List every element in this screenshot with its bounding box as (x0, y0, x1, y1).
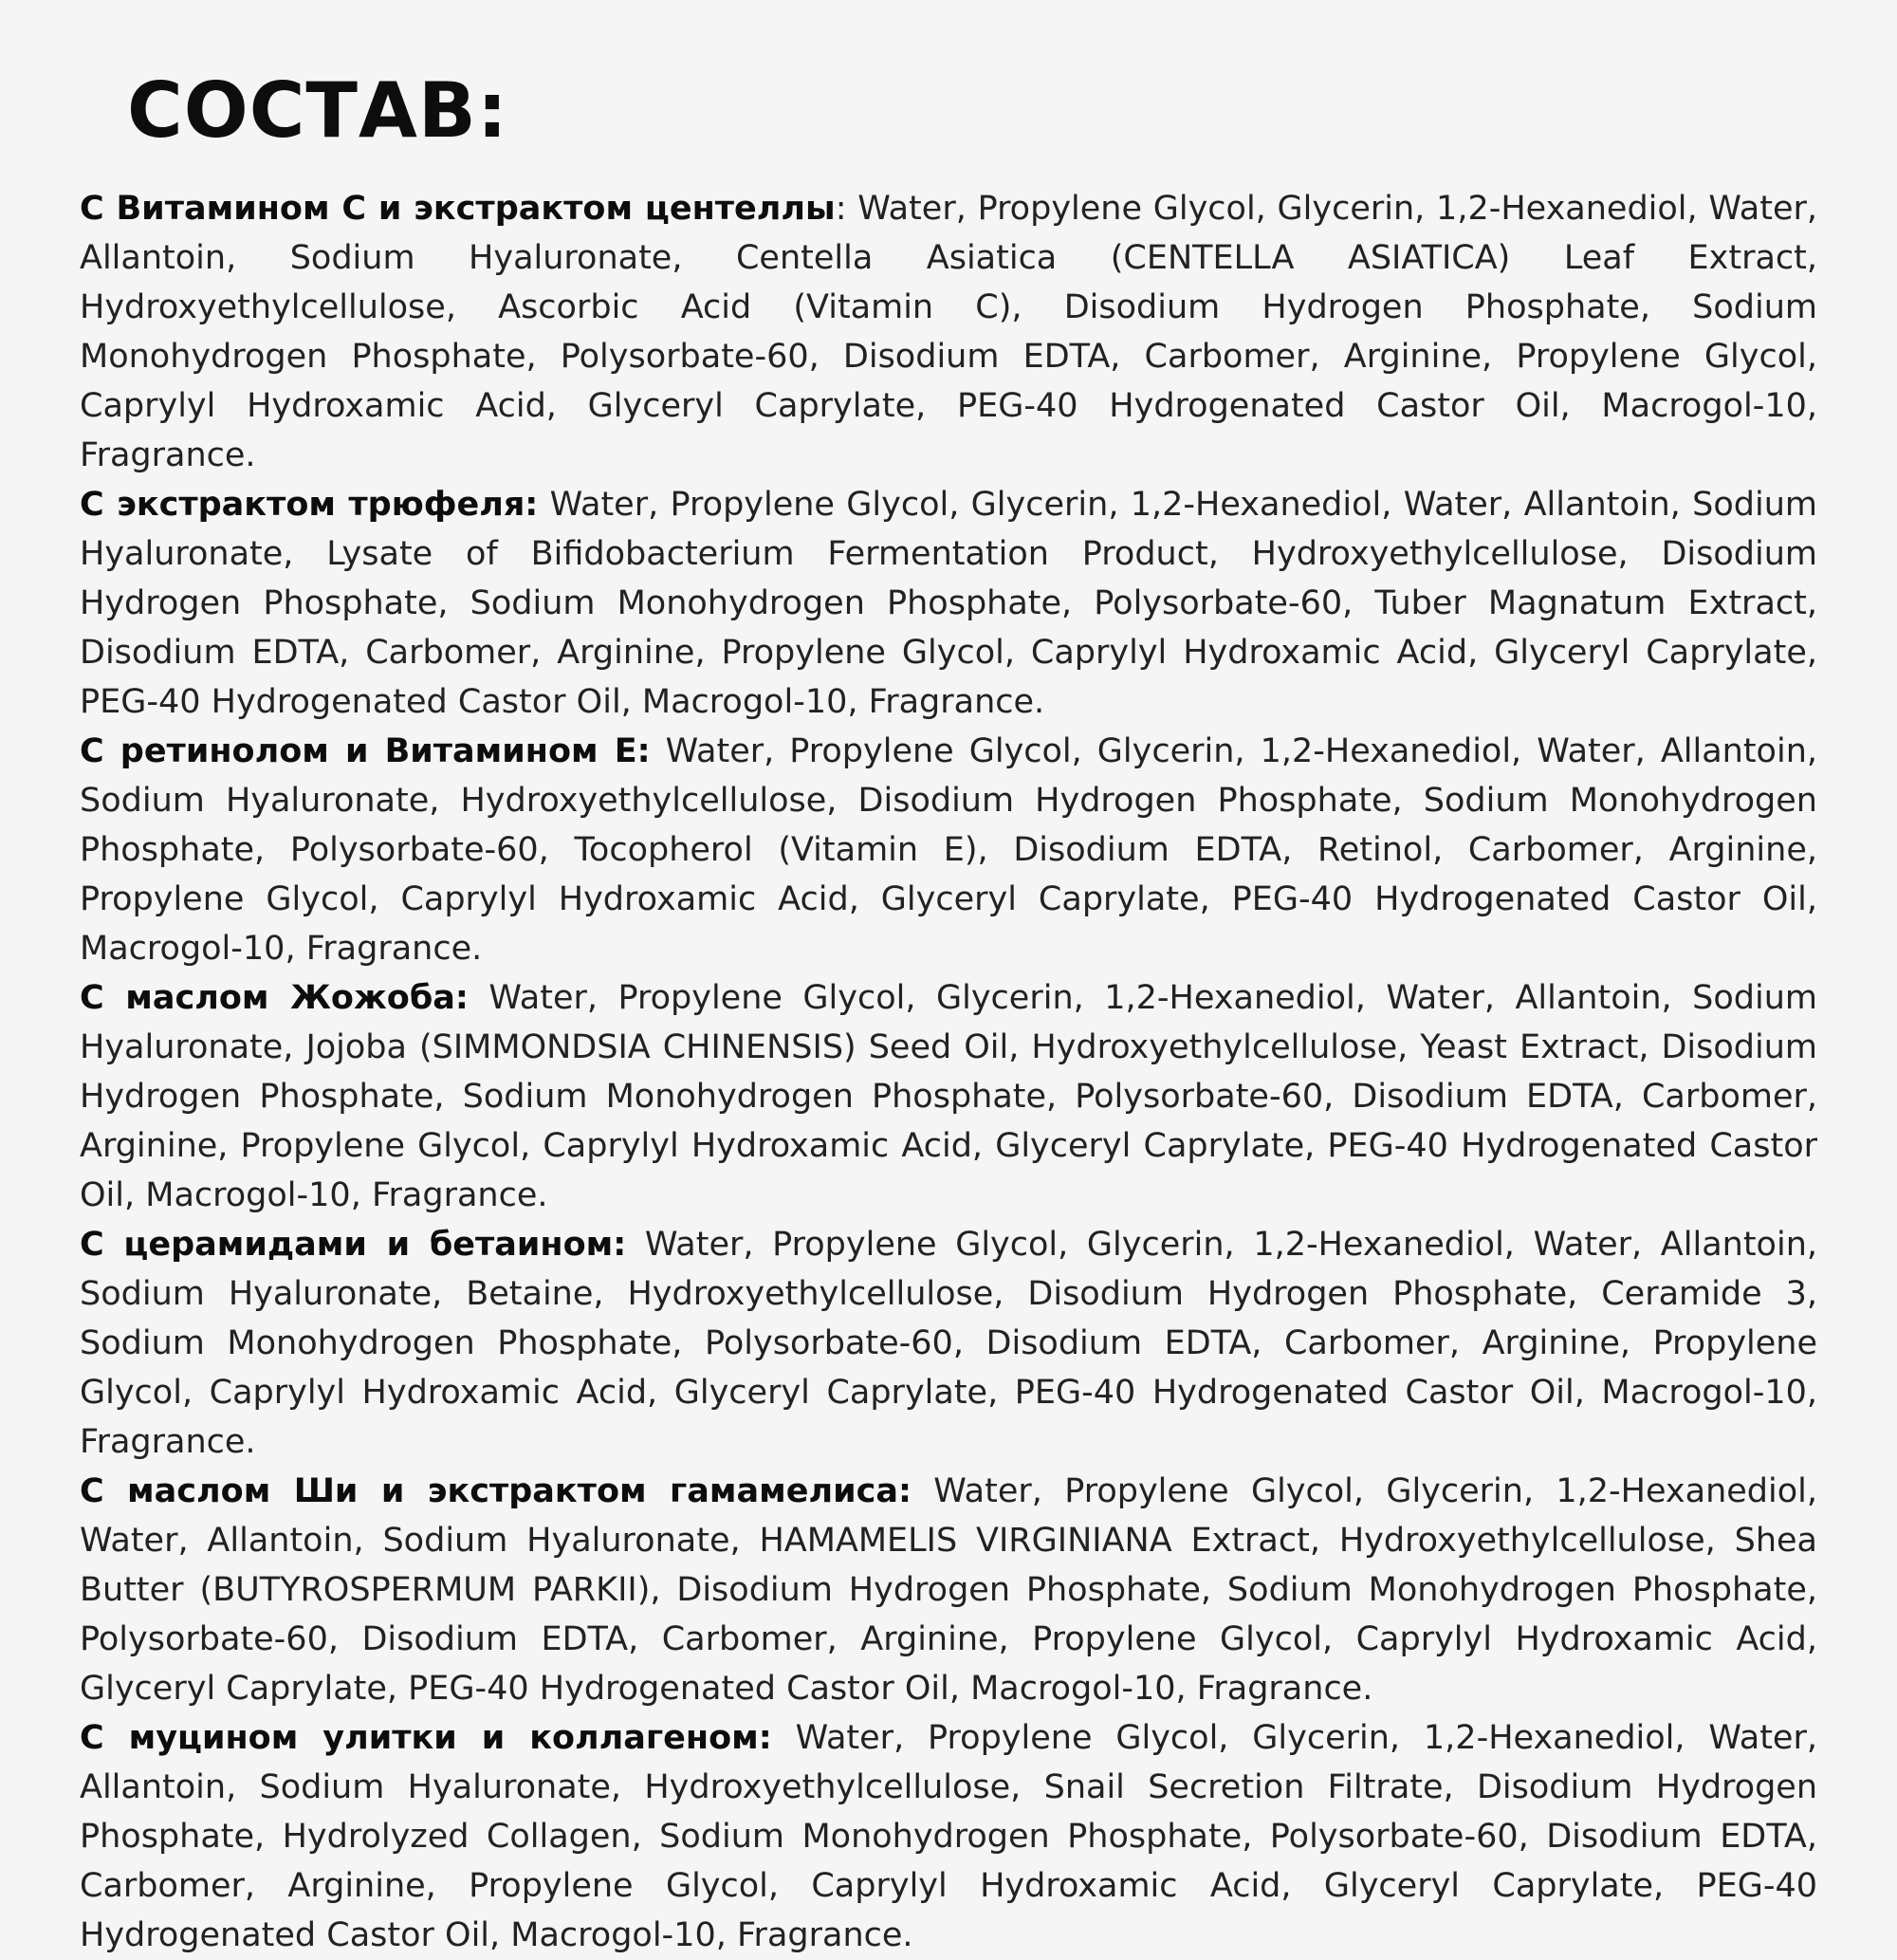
ingredient-block-snail (80, 1713, 1817, 1960)
block-heading: С маслом Жожоба: (80, 979, 469, 1017)
page-title: СОСТАВ: (127, 66, 508, 155)
block-heading: С Витамином С и экстрактом центеллы (80, 190, 836, 228)
block-heading: С ретинолом и Витамином Е: (80, 732, 651, 770)
ingredient-block-vitamin-c (80, 184, 1817, 480)
ingredient-block-jojoba (80, 973, 1817, 1220)
ingredients-list (80, 184, 1817, 1960)
block-heading: С церамидами и бетаином: (80, 1226, 627, 1264)
block-ingredients: Water, Propylene Glycol, Glycerin, 1,2-Hexanediol, Water, Allantoin, Sodium Hyaluronate, Lysate of Bifidobacterium Fermentation Product, Hydroxyethylcellulose, Disodium Hydrogen Phosphate, Sodium Monohydrogen Phosphate, Polysorbate-60, Tuber Magnatum Extract, Disodium EDTA, Carbomer, Arginine, Propylene Glycol, Caprylyl Hydroxamic Acid, Glyceryl Caprylate, PEG-40 Hydrogenated Castor Oil, Macrogol-10, Fragrance. (80, 486, 1817, 721)
block-ingredients: Water, Propylene Glycol, Glycerin, 1,2-Hexanediol, Water, Allantoin, Sodium Hyaluronate, Betaine, Hydroxyethylcellulose, Disodium Hydrogen Phosphate, Ceramide 3, Sodium Monohydrogen Phosphate, Polysorbate-60, Disodium EDTA, Carbomer, Arginine, Propylene Glycol, Caprylyl Hydroxamic Acid, Glyceryl Caprylate, PEG-40 Hydrogenated Castor Oil, Macrogol-10, Fragrance. (80, 1226, 1817, 1461)
ingredient-block-shea (80, 1467, 1817, 1713)
block-ingredients: Water, Propylene Glycol, Glycerin, 1,2-Hexanediol, Water, Allantoin, Sodium Hyaluronate, Hydroxyethylcellulose, Disodium Hydrogen Phosphate, Sodium Monohydrogen Phosphate, Polysorbate-60, Tocopherol (Vitamin E), Disodium EDTA, Retinol, Carbomer, Arginine, Propylene Glycol, Caprylyl Hydroxamic Acid, Glyceryl Caprylate, PEG-40 Hydrogenated Castor Oil, Macrogol-10, Fragrance. (80, 732, 1818, 968)
ingredient-block-retinol (80, 727, 1817, 973)
block-separator: : (835, 190, 847, 228)
block-ingredients: Water, Propylene Glycol, Glycerin, 1,2-Hexanediol, Water, Allantoin, Sodium Hyaluronate, HAMAMELIS VIRGINIANA Extract, Hydroxyethylcellulose, Shea Butter (BUTYROSPERMUM PARKII), Disodium Hydrogen Phosphate, Sodium Monohydrogen Phosphate, Polysorbate-60, Disodium EDTA, Carbomer, Arginine, Propylene Glycol, Caprylyl Hydroxamic Acid, Glyceryl Caprylate, PEG-40 Hydrogenated Castor Oil, Macrogol-10, Fragrance. (80, 1472, 1818, 1708)
block-heading: С муцином улитки и коллагеном: (80, 1719, 772, 1757)
block-ingredients: Water, Propylene Glycol, Glycerin, 1,2-Hexanediol, Water, Allantoin, Sodium Hyaluronate, Hydroxyethylcellulose, Snail Secretion Filtrate, Disodium Hydrogen Phosphate, Hydrolyzed Collagen, Sodium Monohydrogen Phosphate, Polysorbate-60, Disodium EDTA, Carbomer, Arginine, Propylene Glycol, Caprylyl Hydroxamic Acid, Glyceryl Caprylate, PEG-40 Hydrogenated Castor Oil, Macrogol-10, Fragrance. (80, 1719, 1817, 1954)
block-heading: С маслом Ши и экстрактом гамамелиса: (80, 1472, 912, 1510)
block-ingredients: Water, Propylene Glycol, Glycerin, 1,2-Hexanediol, Water, Allantoin, Sodium Hyaluronate, Jojoba (SIMMONDSIA CHINENSIS) Seed Oil, Hydroxyethylcellulose, Yeast Extract, Disodium Hydrogen Phosphate, Sodium Monohydrogen Phosphate, Polysorbate-60, Disodium EDTA, Carbomer, Arginine, Propylene Glycol, Caprylyl Hydroxamic Acid, Glyceryl Caprylate, PEG-40 Hydrogenated Castor Oil, Macrogol-10, Fragrance. (80, 979, 1818, 1214)
block-ingredients: Water, Propylene Glycol, Glycerin, 1,2-Hexanediol, Water, Allantoin, Sodium Hyaluronate, Centella Asiatica (CENTELLA ASIATICA) Leaf Extract, Hydroxyethylcellulose, Ascorbic Acid (Vitamin C), Disodium Hydrogen Phosphate, Sodium Monohydrogen Phosphate, Polysorbate-60, Disodium EDTA, Carbomer, Arginine, Propylene Glycol, Caprylyl Hydroxamic Acid, Glyceryl Caprylate, PEG-40 Hydrogenated Castor Oil, Macrogol-10, Fragrance. (80, 190, 1817, 474)
block-heading: С экстрактом трюфеля: (80, 486, 539, 524)
ingredient-block-truffle (80, 480, 1817, 727)
ingredient-block-ceramides (80, 1220, 1817, 1467)
